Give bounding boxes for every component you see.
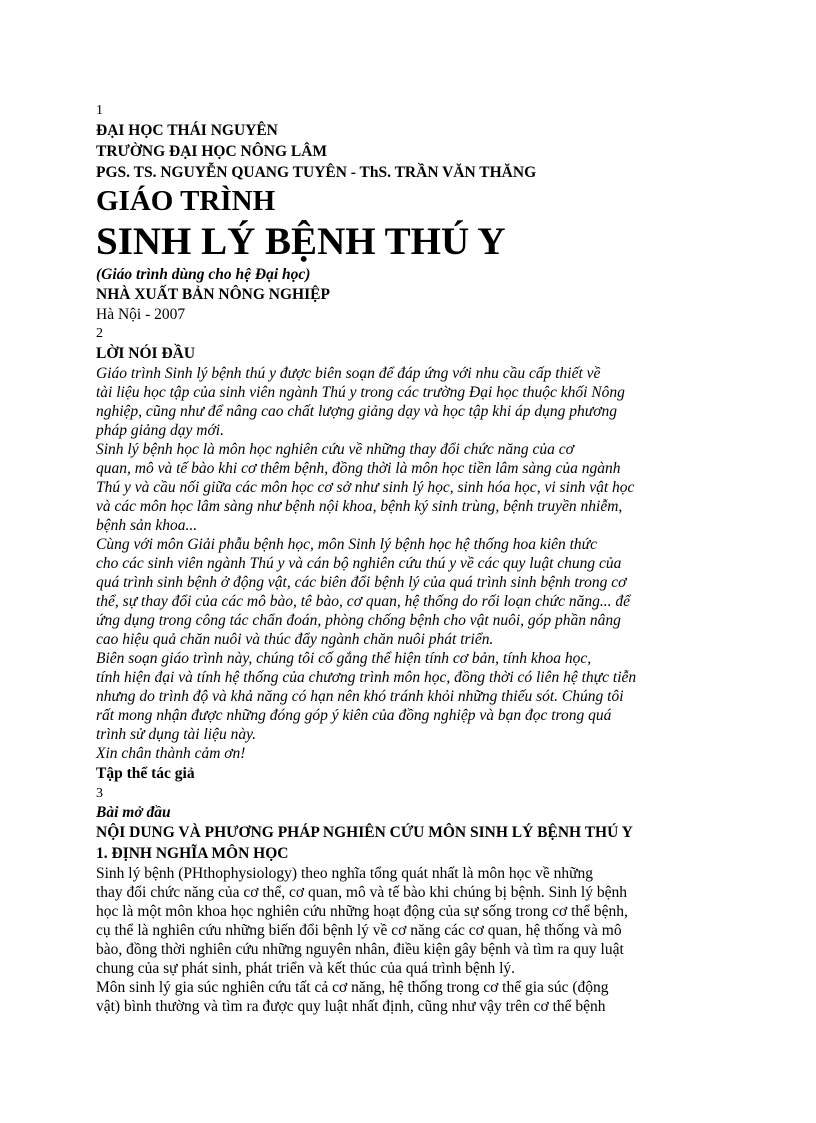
body-paragraph: Sinh lý bệnh (PHthophysiology) theo nghĩa tổng quát nhất là môn học về những thay đổi chức năng của cơ thể, cơ quan, mô và tế bào khi chúng bị bệnh. Sinh lý bệnh học là một môn khoa học nghiên cứu những hoạt động của sự sống trong cơ thể bệnh, cụ thể là nghiên cứu những biến đổi bệnh lý về cơ năng các cơ quan, hệ thống và mô bào, đồng thời nghiên cứu những nguyên nhân, điều kiện gây bệnh và tìm ra quy luật chung của sự phát sinh, phát triển và kết thúc của quá trình bệnh lý.	[96, 865, 628, 977]
preface-paragraph: Giáo trình Sinh lý bệnh thú y được biên soạn để đáp ứng với nhu cầu cấp thiết về tài liệu học tập của sinh viên ngành Thú y trong các trường Đại học thuộc khối Nông nghiệp, cũng như để nâng cao chất lượng giảng dạy và học tập khi áp dụng phương pháp giảng dạy mới.	[96, 365, 625, 439]
authors-signature: Tập thể tác giả	[96, 765, 195, 782]
page-number: 2	[96, 326, 103, 341]
page-number: 1	[96, 103, 103, 118]
section-title: 1. ĐỊNH NGHĨA MÔN HỌC	[96, 845, 289, 862]
preface-paragraph: Cùng với môn Giải phẫu bệnh học, môn Sinh lý bệnh học hệ thống hoa kiên thức cho các sinh viên ngành Thú y và cán bộ nghiên cứu thú y về các quy luật chung của quá trình sinh bệnh ở động vật, các biên đổi bệnh lý của quá trình sinh bệnh trong cơ thể, sự thay đổi của các mô bào, tê bào, cơ quan, hệ thống do rối loạn chức năng... để ứng dụng trong công tác chẩn đoán, phòng chống bệnh cho vật nuôi, góp phần nâng cao hiệu quả chăn nuôi và thúc đẩy ngành chăn nuôi phát triển.	[96, 536, 631, 648]
title-small: GIÁO TRÌNH	[96, 185, 276, 217]
preface-closing: Xin chân thành cảm ơn!	[96, 745, 246, 762]
book-title: SINH LÝ BỆNH THÚ Y	[96, 220, 506, 263]
body-paragraph: Môn sinh lý gia súc nghiên cứu tất cả cơ năng, hệ thống trong cơ thể gia súc (động vật) bình thường và tìm ra được quy luật nhất định, cũng như vậy trên cơ thể bệnh	[96, 979, 609, 1015]
preface-paragraph: Biên soạn giáo trình này, chúng tôi cố gắng thể hiện tính cơ bản, tính khoa học, tính hiện đại và tính hệ thống của chương trình môn học, đồng thời có liên hệ thực tiễn nhưng do trình độ và khả năng có hạn nên khó tránh khỏi những thiếu sót. Chúng tôi rất mong nhận được những đóng góp ý kiên của đồng nghiệp và bạn đọc trong quá trình sử dụng tài liệu này.	[96, 650, 637, 743]
chapter-title: NỘI DUNG VÀ PHƯƠNG PHÁP NGHIÊN CỨU MÔN SINH LÝ BỆNH THÚ Y	[96, 824, 633, 841]
document-page	[96, 101, 696, 1016]
preface-heading: LỜI NÓI ĐẦU	[96, 345, 196, 362]
school-name: TRƯỜNG ĐẠI HỌC NÔNG LÂM	[96, 143, 328, 160]
place-year: Hà Nội - 2007	[96, 306, 186, 323]
subtitle: (Giáo trình dùng cho hệ Đại học)	[96, 266, 311, 283]
page-number: 3	[96, 786, 103, 801]
preface-paragraph: Sinh lý bệnh học là môn học nghiên cứu về những thay đổi chức năng của cơ quan, mô và tế bào khi cơ thêm bệnh, đồng thời là môn học tiền lâm sàng của ngành Thú y và cầu nối giữa các môn học cơ sở như sinh lý học, sinh hóa học, vi sinh vật học và các môn học lâm sàng như bệnh nội khoa, bệnh ký sinh trùng, bệnh truyền nhiễm, bệnh sản khoa...	[96, 441, 635, 534]
lesson-label: Bài mở đầu	[96, 804, 171, 821]
authors: PGS. TS. NGUYỄN QUANG TUYÊN - ThS. TRẦN VĂN THĂNG	[96, 164, 537, 181]
university-name: ĐẠI HỌC THÁI NGUYÊN	[96, 122, 278, 139]
publisher: NHÀ XUẤT BẢN NÔNG NGHIỆP	[96, 286, 330, 303]
